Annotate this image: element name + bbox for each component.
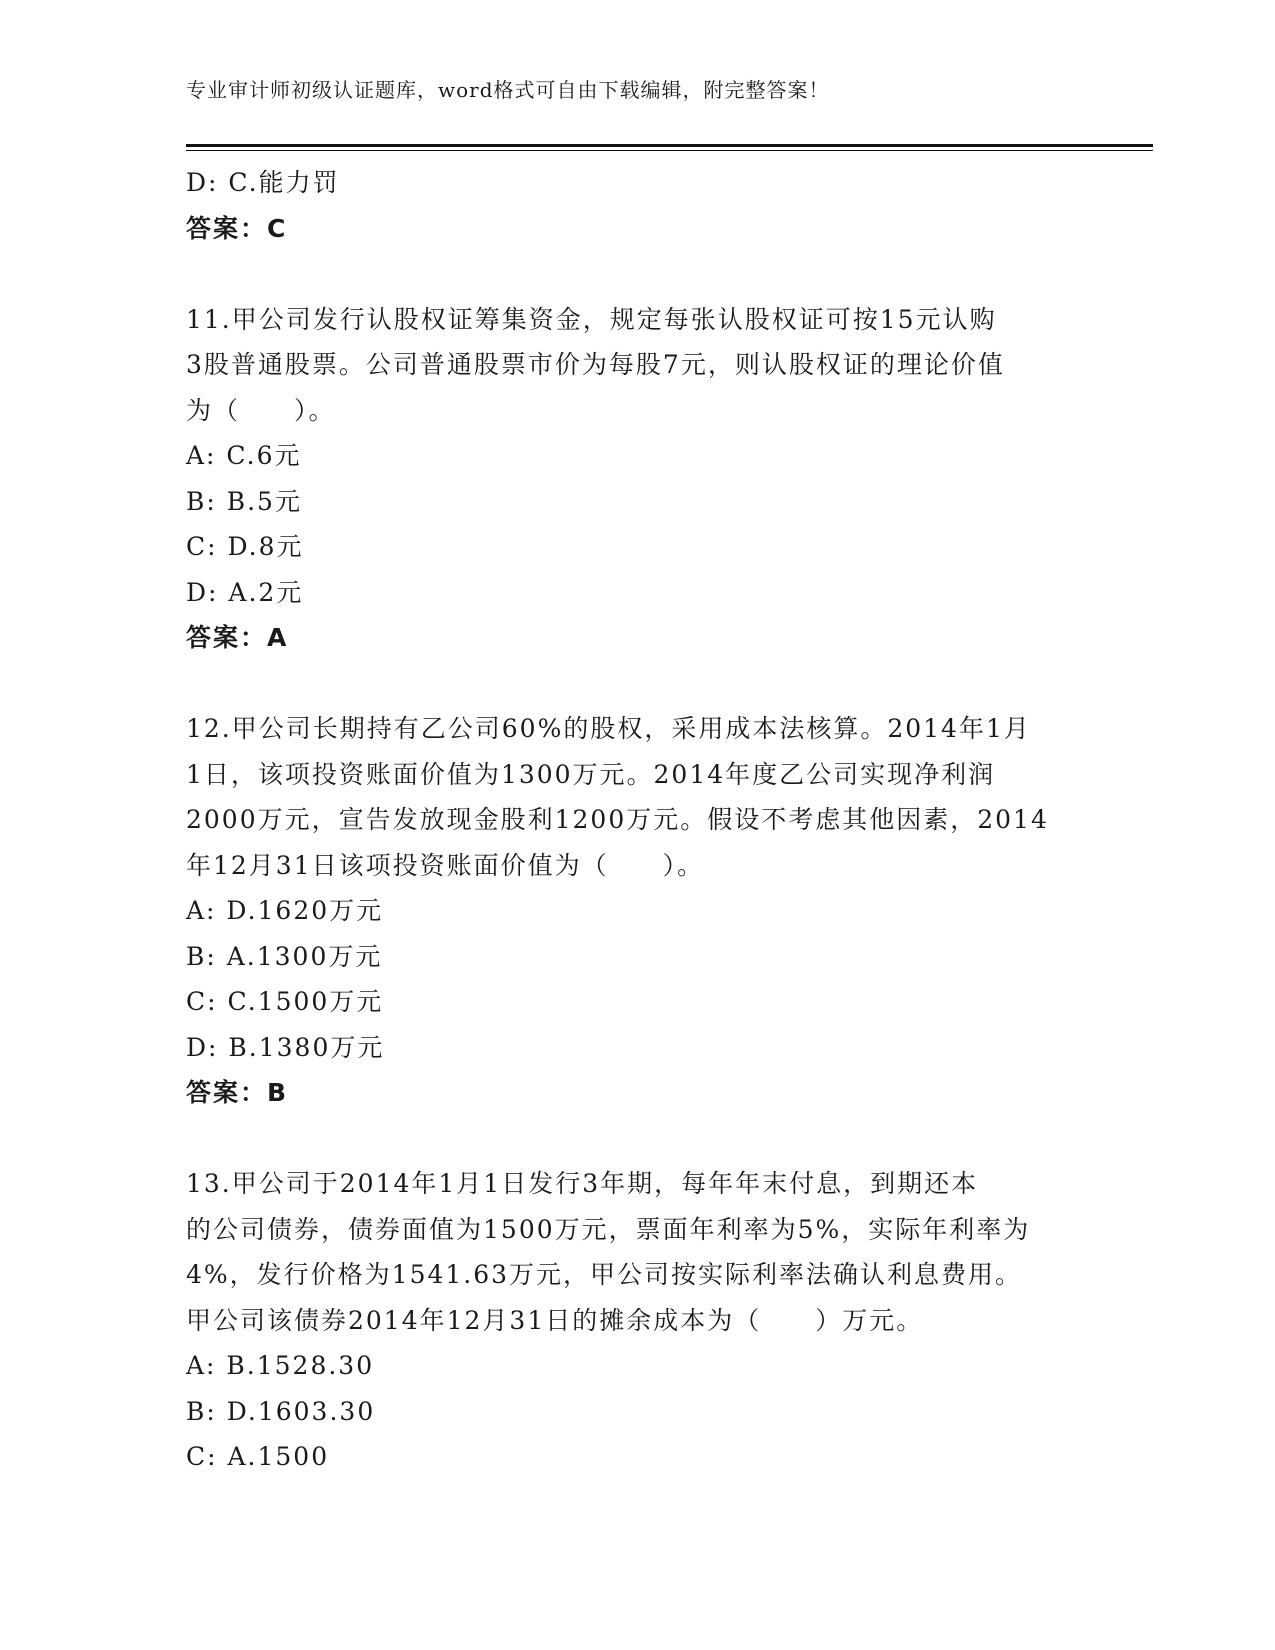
question-content [186, 160, 1086, 1480]
question-stem: 4%，发行价格为1541.63万元，甲公司按实际利率法确认利息费用。 [186, 1260, 1023, 1289]
option-c: C: D.8元 [186, 532, 304, 561]
question-11 [186, 297, 1086, 661]
option-d: D: A.2元 [186, 577, 304, 607]
option-d: D: C.能力罚 [186, 168, 340, 197]
question-stem: 13.甲公司于2014年1月1日发行3年期，每年年末付息，到期还本 [186, 1169, 979, 1198]
option-d: D: B.1380万元 [186, 1032, 385, 1062]
question-stem: 12.甲公司长期持有乙公司60%的股权，采用成本法核算。2014年1月 [186, 714, 1031, 743]
question-stem: 的公司债券，债券面值为1500万元，票面年利率为5%，实际年利率为 [186, 1214, 1031, 1244]
question-12 [186, 706, 1086, 1116]
question-stem: 年12月31日该项投资账面价值为（ ）。 [186, 850, 705, 880]
spacer [186, 661, 1086, 707]
option-b: B: B.5元 [186, 486, 302, 516]
question-stem: 为（ ）。 [186, 395, 336, 425]
answer-line: 答案：C [186, 213, 288, 243]
page-header: 专业审计师初级认证题库，word格式可自由下载编辑，附完整答案！ [186, 78, 830, 102]
question-stem: 11.甲公司发行认股权证筹集资金，规定每张认股权证可按15元认购 [186, 304, 997, 334]
header-rule-thick [186, 144, 1153, 147]
option-a: A: C.6元 [186, 441, 302, 470]
question-stem: 1日，该项投资账面价值为1300万元。2014年度乙公司实现净利润 [186, 759, 996, 789]
answer-line: 答案：B [186, 1078, 289, 1107]
question-stem: 3股普通股票。公司普通股票市价为每股7元，则认股权证的理论价值 [186, 350, 1005, 379]
option-a: A: D.1620万元 [186, 896, 384, 925]
option-b: B: D.1603.30 [186, 1396, 376, 1426]
answer-line: 答案：A [186, 623, 289, 652]
spacer [186, 251, 1086, 297]
option-c: C: A.1500 [186, 1442, 330, 1471]
option-c: C: C.1500万元 [186, 987, 384, 1016]
spacer [186, 1116, 1086, 1162]
question-13 [186, 1161, 1086, 1480]
header-rule-thin [186, 150, 1153, 151]
option-a: A: B.1528.30 [186, 1351, 375, 1380]
option-b: B: A.1300万元 [186, 941, 383, 971]
question-stem: 甲公司该债券2014年12月31日的摊余成本为（ ）万元。 [186, 1305, 924, 1335]
question-stem: 2000万元，宣告发放现金股利1200万元。假设不考虑其他因素，2014 [186, 805, 1049, 834]
